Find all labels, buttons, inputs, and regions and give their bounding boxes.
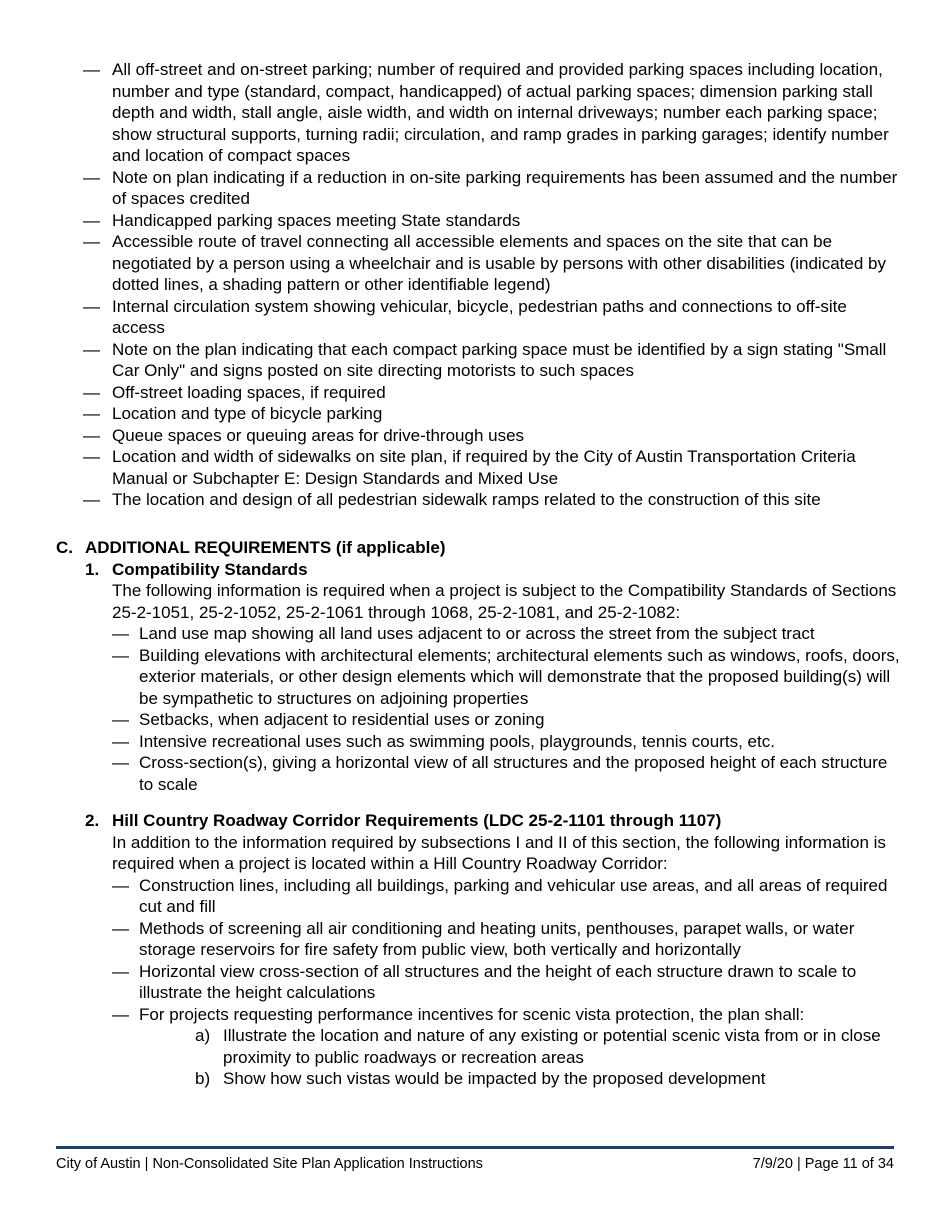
list-item-text: Land use map showing all land uses adjacent to or across the street from the subject tract <box>139 624 815 643</box>
subsection-title: Compatibility Standards <box>112 559 308 579</box>
parking-requirements-list <box>83 59 903 511</box>
list-item-text: The location and design of all pedestrian sidewalk ramps related to the construction of this site <box>112 490 821 509</box>
list-item <box>83 296 903 339</box>
dash-bullet: — <box>83 382 100 402</box>
subsection-title: Hill Country Roadway Corridor Requirements (LDC 25-2-1101 through 1107) <box>112 811 722 830</box>
list-item-text: Methods of screening all air conditioning and heating units, penthouses, parapet walls, or water storage reservoirs for fire safety from public view, both vertically and horizontally <box>139 918 855 959</box>
list-item <box>195 1068 904 1090</box>
list-item-text: Show how such vistas would be impacted by the proposed development <box>223 1069 766 1088</box>
dash-bullet: — <box>112 918 129 938</box>
subsection-number: 1. <box>85 559 100 579</box>
list-item <box>112 623 904 645</box>
dash-bullet: — <box>112 645 129 665</box>
dash-bullet: — <box>83 404 100 423</box>
list-item <box>83 382 903 404</box>
alpha-marker: a) <box>195 1026 211 1045</box>
subsection-intro: In addition to the information required by subsections I and II of this section, the following information is required when a project is located within a Hill Country Roadway Corridor: <box>112 832 886 873</box>
alpha-marker: b) <box>195 1069 211 1088</box>
dash-bullet: — <box>83 167 100 187</box>
list-item-text: Note on plan indicating if a reduction in on-site parking requirements has been assumed and the number of spaces credited <box>112 167 898 208</box>
list-item <box>112 918 904 961</box>
subsection-number: 2. <box>85 811 100 830</box>
dash-bullet: — <box>83 490 100 509</box>
dash-bullet: — <box>112 753 129 772</box>
list-item <box>83 339 903 382</box>
dash-bullet: — <box>83 60 100 79</box>
scenic-vista-sublist <box>139 1025 904 1090</box>
section-c-additional-requirements <box>56 537 904 1090</box>
list-item <box>112 731 904 753</box>
footer-document-title: City of Austin | Non-Consolidated Site Plan Application Instructions <box>56 1156 483 1172</box>
section-letter: C. <box>56 538 73 557</box>
dash-bullet: — <box>83 425 100 445</box>
list-item-text: All off-street and on-street parking; number of required and provided parking spaces including location, number and type (standard, compact, handicapped) of actual parking spaces; dimension parking stall depth and width, stall angle, aisle width, and width on internal driveways; number each parking space; show structural supports, turning radii; circulation, and ramp grades in parking garages; identify number and location of compact spaces <box>112 60 889 165</box>
subsection-hill-country-roadway-corridor <box>56 810 904 1090</box>
list-item-text: Off-street loading spaces, if required <box>112 382 386 402</box>
dash-bullet: — <box>83 447 100 466</box>
list-item-text: Queue spaces or queuing areas for drive-through uses <box>112 425 525 445</box>
compatibility-items-list <box>112 623 904 795</box>
section-heading <box>56 537 904 559</box>
dash-bullet: — <box>83 232 100 251</box>
dash-bullet: — <box>112 961 129 981</box>
list-item-text: Cross-section(s), giving a horizontal view of all structures and the proposed height of each structure to scale <box>139 753 888 794</box>
list-item <box>83 403 903 425</box>
list-item <box>112 1004 904 1090</box>
dash-bullet: — <box>83 339 100 359</box>
list-item-text: Intensive recreational uses such as swimming pools, playgrounds, tennis courts, etc. <box>139 731 775 751</box>
footer-divider <box>56 1146 894 1149</box>
list-item <box>112 752 904 795</box>
list-item-text: Note on the plan indicating that each compact parking space must be identified by a sign stating "Small Car Only" and signs posted on site directing motorists to such spaces <box>112 339 887 380</box>
list-item <box>112 961 904 1004</box>
subsection-intro: The following information is required when a project is subject to the Compatibility Standards of Sections 25-2-1051, 25-2-1052, 25-2-1061 through 1068, 25-2-1081, and 25-2-1082: <box>112 581 897 622</box>
list-item <box>83 59 903 167</box>
list-item-text: Accessible route of travel connecting all accessible elements and spaces on the site that can be negotiated by a person using a wheelchair and is usable by persons with other disabilities (indicated by dotted lines, a shading pattern or other identifiable legend) <box>112 232 886 294</box>
list-item <box>83 231 903 296</box>
dash-bullet: — <box>112 624 129 643</box>
list-item <box>83 210 903 232</box>
list-item-text: Internal circulation system showing vehicular, bicycle, pedestrian paths and connections to off-site access <box>112 296 847 337</box>
list-item <box>83 425 903 447</box>
dash-bullet: — <box>112 710 129 729</box>
dash-bullet: — <box>112 1004 129 1024</box>
list-item-text: Setbacks, when adjacent to residential uses or zoning <box>139 710 545 729</box>
list-item-text: Location and width of sidewalks on site plan, if required by the City of Austin Transportation Criteria Manual or Subchapter E: Design Standards and Mixed Use <box>112 447 856 488</box>
list-item-text: For projects requesting performance incentives for scenic vista protection, the plan shall: <box>139 1004 805 1024</box>
dash-bullet: — <box>83 210 100 230</box>
list-item-text: Illustrate the location and nature of any existing or potential scenic vista from or in close proximity to public roadways or recreation areas <box>223 1026 881 1067</box>
list-item <box>83 489 903 511</box>
dash-bullet: — <box>112 875 129 895</box>
list-item <box>83 446 903 489</box>
list-item-text: Building elevations with architectural elements; architectural elements such as windows, roofs, doors, exterior materials, or other design elements which will demonstrate that the proposed building(s) will be sympathetic to structures on adjoining properties <box>139 645 900 708</box>
dash-bullet: — <box>83 296 100 316</box>
subsection-compatibility-standards <box>56 559 904 796</box>
list-item <box>112 875 904 918</box>
list-item <box>112 709 904 731</box>
list-item-text: Handicapped parking spaces meeting State standards <box>112 210 521 230</box>
list-item <box>195 1025 904 1068</box>
dash-bullet: — <box>112 731 129 751</box>
list-item-text: Construction lines, including all buildings, parking and vehicular use areas, and all areas of required cut and fill <box>139 875 888 916</box>
section-title: ADDITIONAL REQUIREMENTS (if applicable) <box>85 538 446 557</box>
list-item <box>83 167 903 210</box>
list-item-text: Horizontal view cross-section of all structures and the height of each structure drawn to scale to illustrate the height calculations <box>139 961 857 1002</box>
list-item-text: Location and type of bicycle parking <box>112 404 383 423</box>
footer-date-page: 7/9/20 | Page 11 of 34 <box>752 1156 894 1172</box>
corridor-items-list <box>112 875 904 1090</box>
list-item <box>112 645 904 710</box>
